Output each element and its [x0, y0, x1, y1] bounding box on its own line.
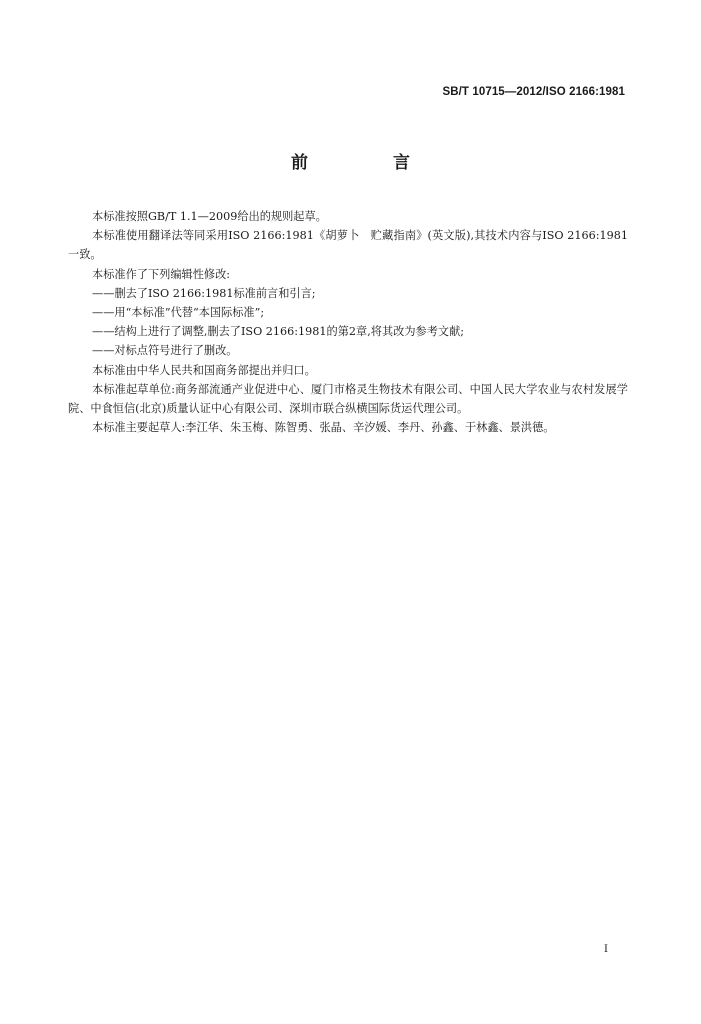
list-item: ——结构上进行了调整,删去了ISO 2166:1981的第2章,将其改为参考文献;: [92, 325, 465, 339]
paragraph-drafting-rules: 本标准按照GB/T 1.1—2009给出的规则起草。: [92, 210, 327, 223]
paragraph-drafting-units: 本标准起草单位:商务部流通产业促进中心、厦门市格灵生物技术有限公司、中国人民大学农业与农村发展学院、中食恒信(北京)质量认证中心有限公司、深圳市联合纵横国际货运代理公司。: [68, 382, 628, 416]
paragraph-proposer: 本标准由中华人民共和国商务部提出并归口。: [92, 363, 316, 377]
page-title: 前 言: [291, 153, 444, 173]
standard-code: SB/T 10715—2012/ISO 2166:1981: [442, 86, 625, 98]
list-item: ——用“本标准”代替“本国际标准”;: [92, 306, 265, 320]
page-number: I: [604, 944, 608, 955]
foreword-body: [68, 207, 628, 437]
paragraph-translation-method: 本标准使用翻译法等同采用ISO 2166:1981《胡萝卜 贮藏指南》(英文版),其技术内容与ISO 2166:1981一致。: [68, 229, 628, 262]
paragraph-drafters: 本标准主要起草人:李江华、朱玉梅、陈智勇、张晶、辛汐媛、李丹、孙鑫、于林鑫、景洪德。: [92, 421, 555, 435]
paragraph-editorial-changes: 本标准作了下列编辑性修改:: [92, 267, 231, 281]
list-item: ——对标点符号进行了删改。: [92, 344, 238, 358]
list-item: ——删去了ISO 2166:1981标准前言和引言;: [92, 286, 316, 300]
